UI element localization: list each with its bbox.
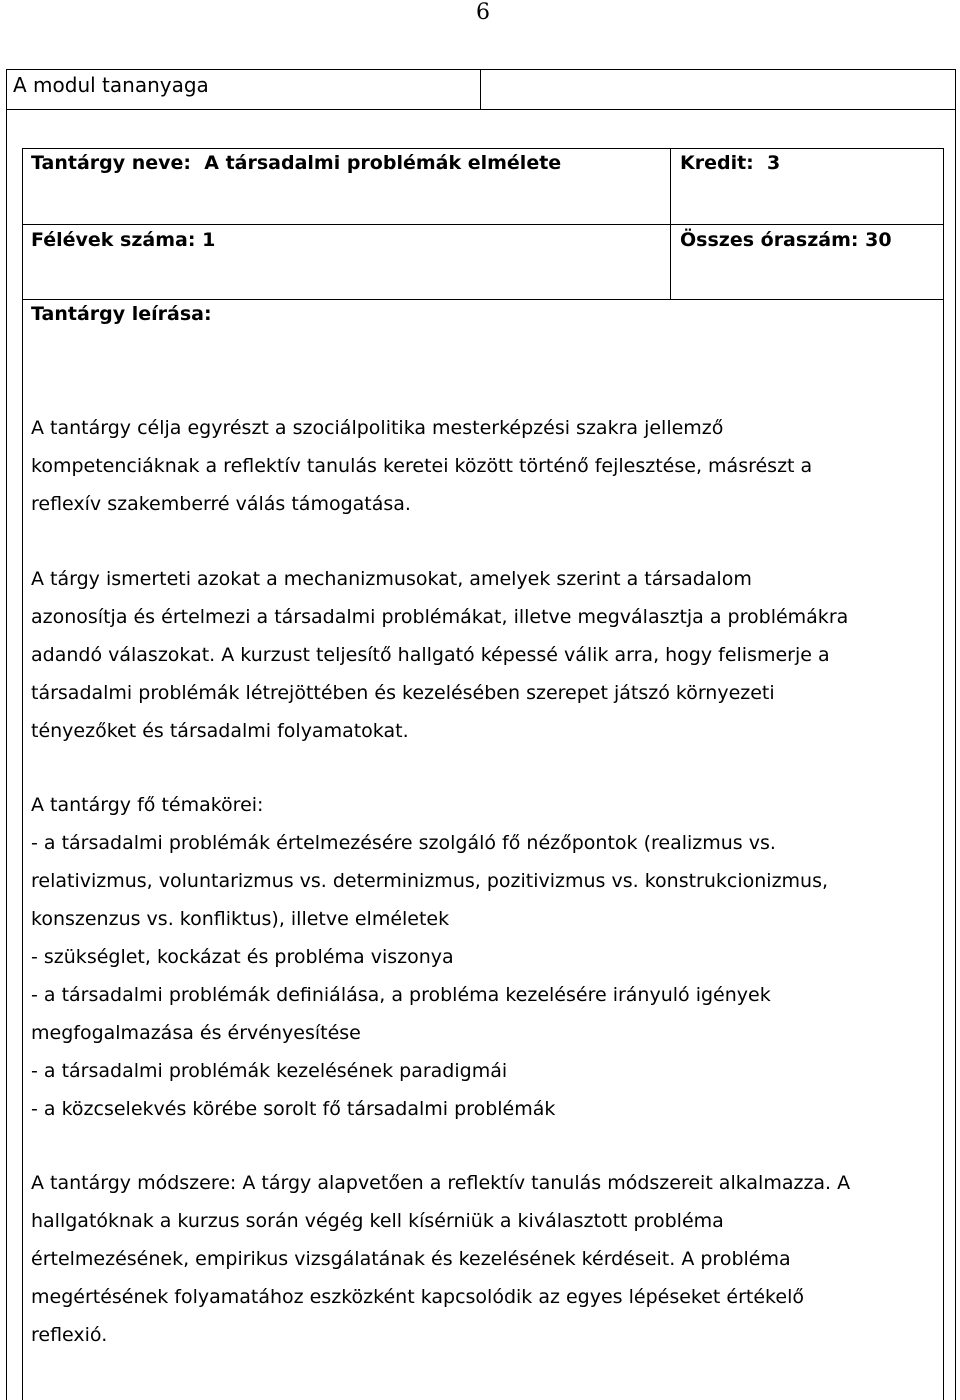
text-line: A tantárgy célja egyrészt a szociálpolitika mesterképzési szakra jellemző: [31, 417, 724, 439]
description-paragraph-2: [31, 560, 848, 750]
text-line: adandó válaszokat. A kurzust teljesítő hallgató képessé válik arra, hogy felismerje a: [31, 644, 830, 666]
topic-line: - a társadalmi problémák kezelésének paradigmái: [31, 1060, 508, 1082]
credit-label: Kredit:: [680, 152, 754, 174]
topic-line: - szükséglet, kockázat és probléma viszonya: [31, 946, 454, 968]
hours-label: Összes óraszám:: [680, 229, 859, 251]
description-label: Tantárgy leírása:: [31, 303, 212, 325]
topic-line: relativizmus, voluntarizmus vs. determinizmus, pozitivizmus vs. konstrukcionizmus,: [31, 870, 829, 892]
text-line: hallgatóknak a kurzus során végég kell kísérniük a kiválasztott probléma: [31, 1210, 724, 1232]
row-divider-2: [22, 299, 944, 300]
text-line: értelmezésének, empirikus vizsgálatának és kezelésének kérdéseit. A probléma: [31, 1248, 791, 1270]
credit-value: 3: [767, 152, 781, 174]
module-header-empty-cell: [480, 69, 956, 110]
hours-value: 30: [865, 229, 892, 251]
subject-name-label: Tantárgy neve:: [31, 152, 192, 174]
text-line: reflexív szakemberré válás támogatása.: [31, 493, 411, 515]
text-line: kompetenciáknak a reflektív tanulás keretei között történő fejlesztése, másrészt a: [31, 455, 813, 477]
topic-line: konszenzus vs. konfliktus), illetve elméletek: [31, 908, 450, 930]
topic-line: - a közcselekvés körébe sorolt fő társadalmi problémák: [31, 1098, 556, 1120]
text-line: tényezőket és társadalmi folyamatokat.: [31, 720, 409, 742]
topic-line: megfogalmazása és érvényesítése: [31, 1022, 361, 1044]
description-paragraph-1: [31, 409, 812, 523]
subject-name-row: [31, 150, 561, 176]
text-line: A tantárgy módszere: A tárgy alapvetően a reflektív tanulás módszereit alkalmazza. A: [31, 1172, 851, 1194]
topics-heading: A tantárgy fő témakörei:: [31, 794, 264, 816]
page-number: 6: [476, 0, 490, 25]
topics-list: [31, 786, 828, 1128]
text-line: reflexió.: [31, 1324, 108, 1346]
text-line: A tárgy ismerteti azokat a mechanizmusokat, amelyek szerint a társadalom: [31, 568, 752, 590]
semesters-row: [31, 227, 215, 253]
topic-line: - a társadalmi problémák értelmezésére szolgáló fő nézőpontok (realizmus vs.: [31, 832, 776, 854]
credit-row: [680, 150, 780, 176]
subject-name-value: A társadalmi problémák elmélete: [204, 152, 562, 174]
hours-row: [680, 227, 892, 253]
text-line: megértésének folyamatához eszközként kapcsolódik az egyes lépéseket értékelő: [31, 1286, 804, 1308]
row-divider-1: [22, 224, 944, 225]
column-divider: [670, 148, 671, 300]
semesters-label: Félévek száma:: [31, 229, 196, 251]
text-line: társadalmi problémák létrejöttében és kezelésében szerepet játszó környezeti: [31, 682, 775, 704]
text-line: azonosítja és értelmezi a társadalmi problémákat, illetve megválasztja a problémákra: [31, 606, 849, 628]
topic-line: - a társadalmi problémák definiálása, a probléma kezelésére irányuló igények: [31, 984, 771, 1006]
semesters-value: 1: [202, 229, 216, 251]
module-title: A modul tananyaga: [13, 73, 209, 97]
method-paragraph: [31, 1164, 850, 1354]
